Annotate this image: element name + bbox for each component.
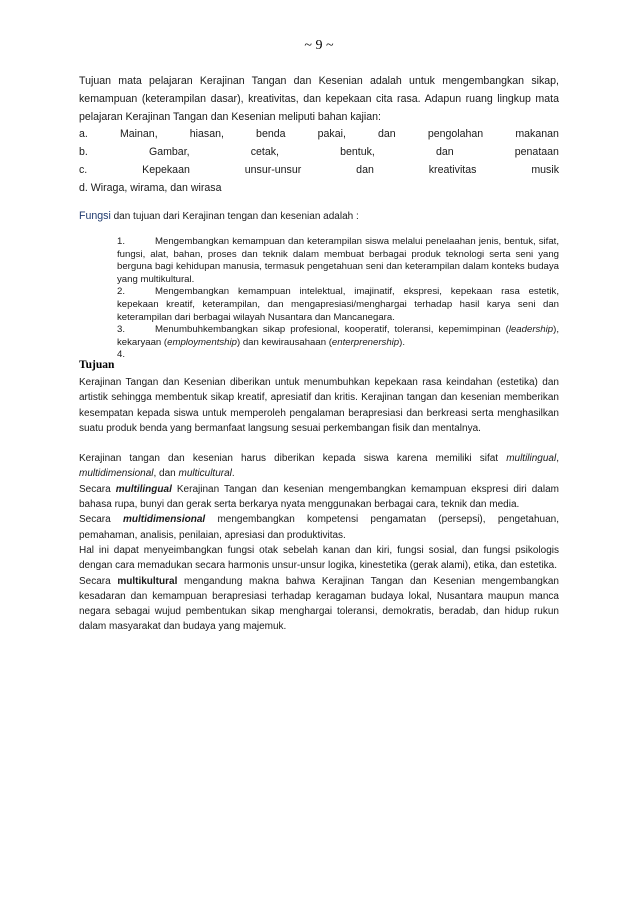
list-item-emphasis: leadership (508, 324, 554, 336)
paragraph (79, 574, 559, 635)
emphasis: multicultural (178, 468, 232, 480)
paragraph-gap (79, 436, 559, 451)
list-item (117, 286, 559, 324)
scope-word: bentuk, (340, 146, 375, 159)
scope-word: cetak, (250, 146, 279, 159)
text-run: . (231, 468, 235, 480)
page-number: ~ 9 ~ (304, 38, 334, 53)
scope-word: benda (256, 128, 286, 141)
list-item-emphasis: employmentship (167, 336, 237, 348)
scope-row-d: d. Wiraga, wirama, dan wirasa (79, 181, 222, 194)
emphasis: multilingual (115, 483, 172, 495)
scope-word: Mainan, (119, 128, 158, 141)
scope-row-a (79, 126, 559, 144)
paragraph (79, 451, 559, 482)
scope-word: makanan (515, 128, 559, 141)
list-item-text: ), kekaryaan ( (117, 324, 559, 348)
scope-word: c. (79, 163, 88, 176)
list-item (117, 349, 559, 362)
list-item-text: ). (399, 336, 405, 348)
list-item (117, 324, 559, 349)
scope-word: musik (531, 163, 559, 176)
emphasis: multidimensional (79, 468, 154, 480)
list-item-number: 3. (117, 324, 126, 336)
scope-word: pengolahan (427, 128, 484, 141)
fungsi-intro-text: dan tujuan dari Kerajinan tengan dan kesenian adalah : (110, 211, 359, 222)
text-run: Secara (79, 514, 123, 526)
list-item-number: 4. (117, 349, 126, 361)
text-run: Secara (79, 483, 116, 495)
text-run: Kerajinan tangan dan kesenian harus diberikan kepada siswa karena memiliki sifat (79, 453, 507, 465)
scope-word: Kepekaan (142, 163, 190, 176)
text-run: , (556, 453, 559, 465)
tujuan-body (79, 375, 559, 635)
scope-word: dan (435, 146, 454, 159)
intro-paragraph: Tujuan mata pelajaran Kerajinan Tangan dan Kesenian adalah untuk mengembangkan sikap, kemampuan (keterampilan dasar), kreativitas, dan kepekaan cita rasa. Adapun ruang lingkup mata pelajaran Kerajinan Tangan dan Kesenian meliputi bahan kajian: (79, 75, 559, 123)
list-item-text: Mengembangkan kemampuan intelektual, imajinatif, ekspresi, kepekaan rasa estetik, kepekaan kreatif, keterampilan, dan mengapresiasi/menghargai terhadap hasil karya seni dan keterampilan dari berbagai wilayah Nusantara dan Mancanegara. (117, 286, 559, 323)
emphasis: multikultural (117, 575, 178, 587)
paragraph (79, 482, 559, 513)
text-run: Kerajinan Tangan dan kesenian mengembangkan kemampuan ekspresi diri dalam bahasa rupa, bunyi dan gerak serta berkarya nyata menggunakan berbagai cara, teknik dan media. (79, 483, 559, 511)
emphasis: multidimensional (122, 514, 206, 526)
paragraph: Kerajinan Tangan dan Kesenian diberikan untuk menumbuhkan kepekaan rasa keindahan (estetika) dan artistik sehingga membentuk sikap kreatif, apresiatif dan kritis. Kerajinan tangan dan kesenian memberikan kesempatan kepada siswa untuk memperoleh pengalaman berapresiasi dan berkreasi serta menghasilkan suatu produk benda yang bermanfaat langsung sesuai perkembangan fisik dan mentalnya. (79, 377, 559, 434)
scope-word: b. (79, 146, 88, 159)
section-heading: Tujuan (79, 359, 115, 371)
scope-word: hiasan, (189, 128, 224, 141)
scope-row-c (79, 162, 559, 180)
scope-word: kreativitas (428, 163, 477, 176)
text-run: Secara (79, 575, 118, 587)
text-run: mengembangkan kompetensi pengamatan (persepsi), pengetahuan, pemahaman, analisis, penilaian, apresiasi dan produktivitas. (79, 514, 559, 541)
scope-word: dan (378, 128, 396, 141)
fungsi-intro (79, 209, 559, 224)
list-item-text: Mengembangkan kemampuan dan keterampilan siswa melalui penelaahan jenis, bentuk, sifat, fungsi, alat, bahan, proses dan teknik dalam membuat berbagai produk teknologi serta seni yang berguna bagi kehidupan manusia, termasuk pengetahuan seni dan keterampilan dalam konteks budaya yang multikultural. (117, 236, 559, 285)
scope-word: dan (356, 163, 374, 176)
scope-word: pakai, (317, 128, 346, 141)
paragraph (79, 512, 559, 543)
scope-word: penataan (514, 146, 559, 159)
scope-word: unsur-unsur (244, 163, 302, 176)
list-item-text: Menumbuhkembangkan sikap profesional, kooperatif, toleransi, kepemimpinan ( (155, 324, 509, 336)
list-item (117, 236, 559, 286)
list-item-number: 2. (117, 286, 126, 298)
text-run: , dan (153, 468, 179, 480)
fungsi-keyword: Fungsi (79, 210, 111, 222)
emphasis: multilingual (506, 453, 557, 465)
scope-word: Gambar, (148, 146, 190, 159)
fungsi-list (117, 236, 559, 362)
intro-section (79, 73, 559, 198)
text-run: mengandung makna bahwa Kerajinan Tangan dan Kesenian mengembangkan kesadaran dan kemampuan berapresiasi terhadap keragaman budaya lokal, Nusantara maupun manca negara sebagai wujud pembentukan sikap menghargai toleransi, demokratis, beradab, dan hidup rukun dalam masyarakat dan budaya yang majemuk. (79, 575, 559, 633)
paragraph: Hal ini dapat menyeimbangkan fungsi otak sebelah kanan dan kiri, fungsi sosial, dan fungsi psikologis dengan cara memadukan secara harmonis unsur-unsur logika, kinestetika (gerak alami), etika, dan estetika. (79, 544, 559, 572)
list-item-emphasis: enterprenership (331, 336, 400, 348)
list-item-number: 1. (117, 236, 126, 247)
scope-row-b (79, 144, 559, 162)
scope-word: a. (79, 128, 88, 141)
list-item-text: ) dan kewirausahaan ( (236, 336, 332, 348)
